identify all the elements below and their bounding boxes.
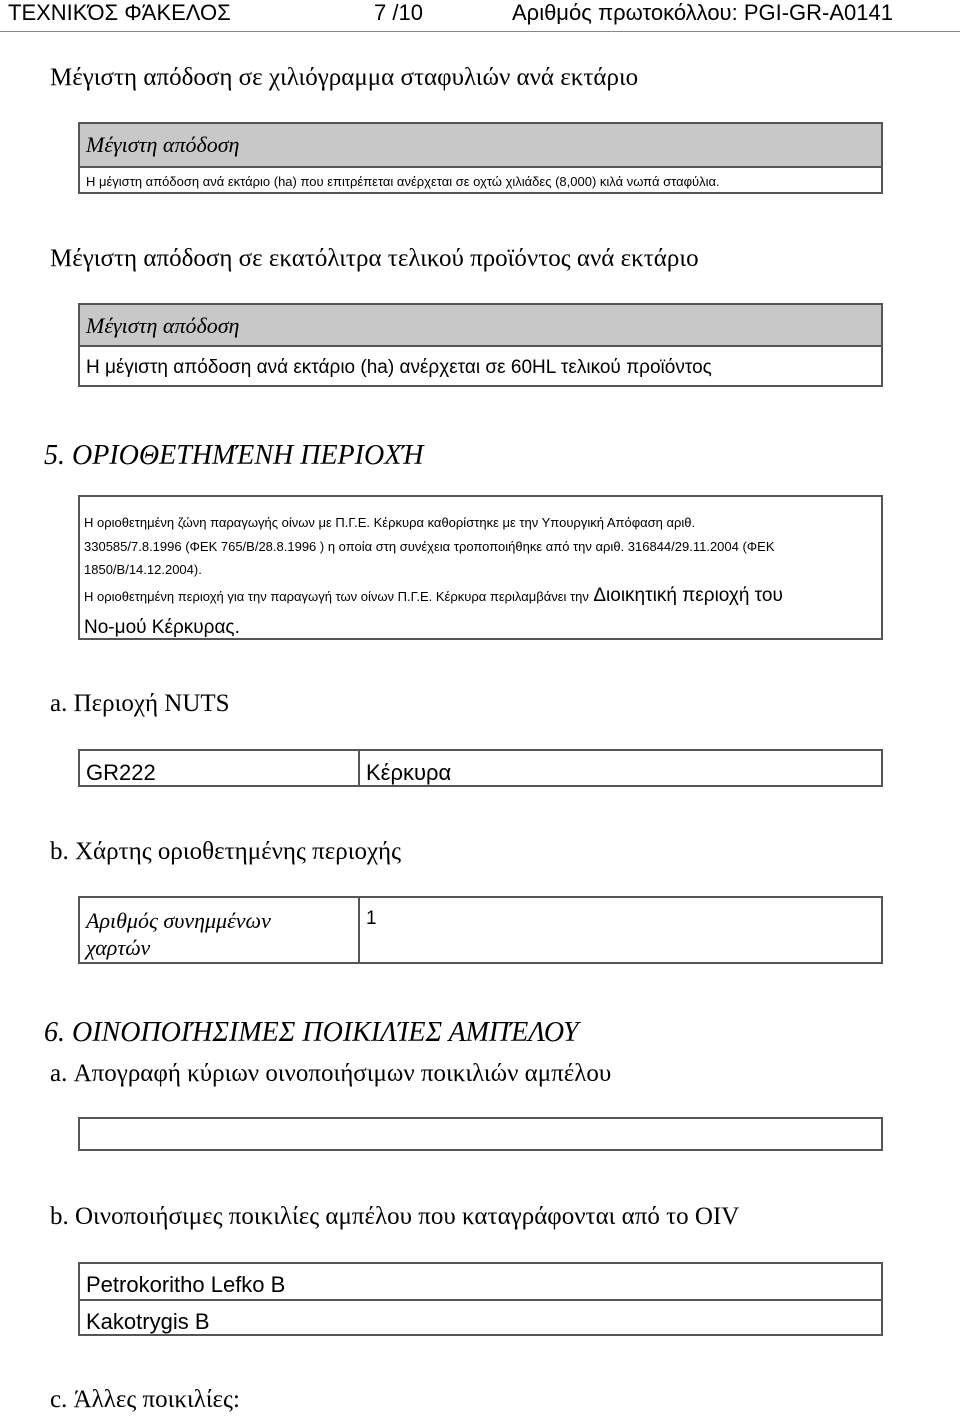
oiv-variety-2: Kakotrygis B [86, 1309, 210, 1334]
section6-sub-b: b. Οινοποιήσιμες ποικιλίες αμπέλου που καταγράφονται από το OIV [50, 1203, 740, 1230]
yield-product-box-title: Μέγιστη απόδοση [86, 313, 240, 338]
demarcated-area-line3: 1850/Β/14.12.2004). [84, 562, 202, 577]
map-count-value: 1 [366, 908, 377, 929]
map-count-label [86, 907, 271, 961]
oiv-row-divider [80, 1299, 881, 1301]
section5-heading: 5. ΟΡΙΟΘΕΤΗΜΈΝΗ ΠΕΡΙΟΧΉ [44, 440, 424, 471]
demarcated-area-line5: Νο-μού Κέρκυρας. [84, 617, 240, 638]
header-divider [0, 31, 960, 32]
nuts-heading: a. Περιοχή NUTS [50, 690, 230, 717]
protocol-number: Αριθμός πρωτοκόλλου: PGI-GR-A0141 [512, 0, 893, 25]
yield-grapes-box-title: Μέγιστη απόδοση [86, 132, 240, 157]
yield-product-heading: Μέγιστη απόδοση σε εκατόλιτρα τελικού προϊόντος ανά εκτάριο [50, 245, 699, 272]
yield-product-box [78, 303, 883, 387]
map-table [78, 896, 883, 964]
page-number: 7 /10 [374, 0, 423, 25]
demarcated-area-line4 [84, 585, 783, 607]
yield-product-box-text: Η μέγιστη απόδοση ανά εκτάριο (ha) ανέρχεται σε 60HL τελικού προϊόντος [86, 357, 712, 378]
demarcated-area-line4-small: Η οριοθετημένη περιοχή για την παραγωγή των οίνων Π.Γ.Ε. Κέρκυρα περιλαμβάνει την [84, 589, 589, 604]
map-count-label-line2: χαρτών [86, 935, 151, 960]
nuts-code: GR222 [86, 760, 156, 785]
section6-sub-a: a. Απογραφή κύριων οινοποιήσιμων ποικιλιών αμπέλου [50, 1060, 612, 1087]
doc-type-label: ΤΕΧΝΙΚΌΣ ΦΆΚΕΛΟΣ [8, 0, 231, 25]
oiv-varieties-table [78, 1262, 883, 1336]
nuts-name: Κέρκυρα [366, 760, 452, 785]
map-cell-divider [358, 898, 360, 962]
demarcated-area-box [78, 495, 883, 640]
yield-product-title-bar [80, 305, 881, 347]
oiv-variety-1: Petrokoritho Lefko B [86, 1272, 286, 1297]
demarcated-area-line1: Η οριοθετημένη ζώνη παραγωγής οίνων με Π.Γ.Ε. Κέρκυρα καθορίστηκε με την Υπουργική Απόφαση αριθ. [84, 515, 696, 530]
map-count-label-line1: Αριθμός συνημμένων [86, 908, 271, 933]
nuts-table [78, 749, 883, 787]
nuts-cell-divider [358, 751, 360, 785]
map-heading: b. Χάρτης οριοθετημένης περιοχής [50, 838, 402, 865]
yield-grapes-box [78, 122, 883, 194]
section6-sub-c: c. Άλλες ποικιλίες: [50, 1386, 240, 1413]
yield-grapes-heading: Μέγιστη απόδοση σε χιλιόγραμμα σταφυλιών ανά εκτάριο [50, 64, 639, 91]
main-varieties-table [78, 1117, 883, 1151]
yield-grapes-box-text: Η μέγιστη απόδοση ανά εκτάριο (ha) που επιτρέπεται ανέρχεται σε οχτώ χιλιάδες (8,000) κιλά νωπά σταφύλια. [86, 174, 720, 189]
demarcated-area-line2: 330585/7.8.1996 (ΦΕΚ 765/Β/28.8.1996 ) η οποία στη συνέχεια τροποποιήθηκε από την αριθ. 316844/29.11.2004 (ΦΕΚ [84, 539, 775, 554]
section6-heading: 6. ΟΙΝΟΠΟΙΉΣΙΜΕΣ ΠΟΙΚΙΛΊΕΣ ΑΜΠΈΛΟΥ [44, 1017, 579, 1048]
demarcated-area-line4-large: Διοικητική περιοχή του [593, 585, 783, 606]
yield-grapes-title-bar [80, 124, 881, 168]
